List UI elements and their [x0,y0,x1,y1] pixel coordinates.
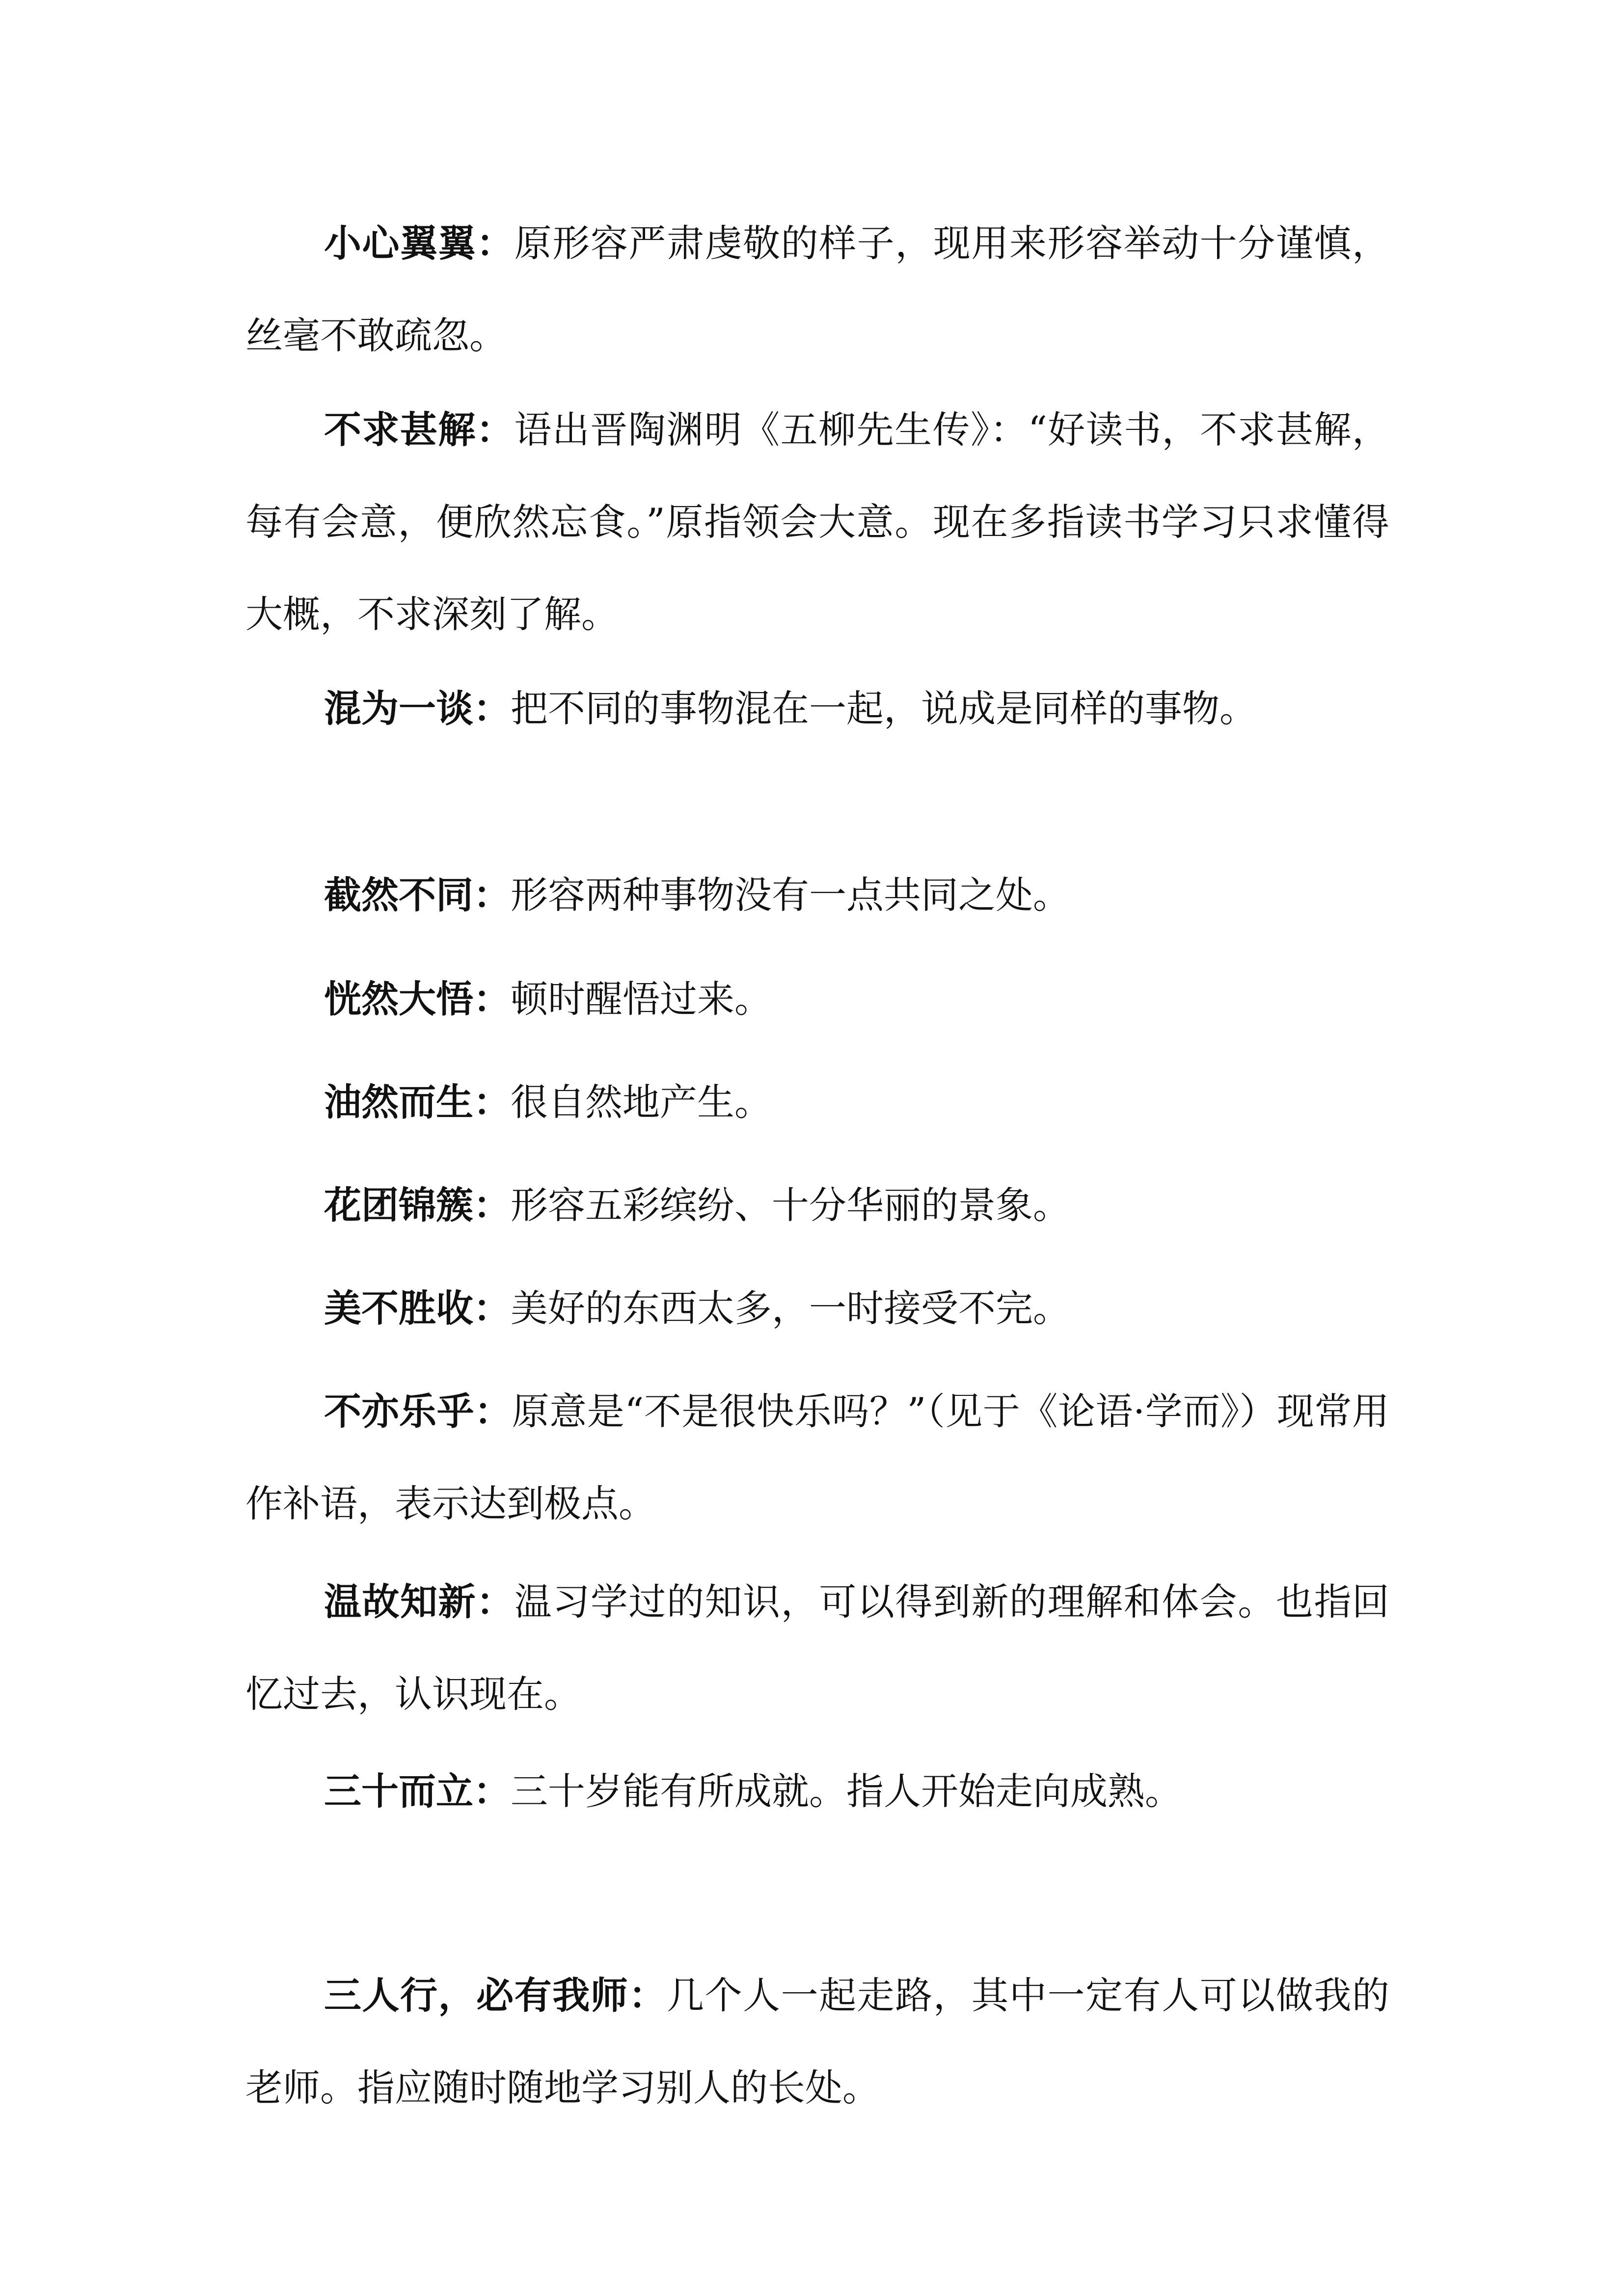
term-separator: ： [473,1286,511,1330]
idiom-term: 三人行，必有我师 [324,1974,629,2017]
idiom-entry [245,1262,1389,1355]
idiom-term: 截然不同 [324,873,473,917]
term-separator: ： [473,873,511,917]
idiom-term: 油然而生 [324,1080,473,1124]
idiom-definition: 原意是“不是很快乐吗？”（见于《论语·学而》）现常用作补语，表示达到极点。 [245,1389,1390,1525]
idiom-term: 三十而立 [324,1769,473,1813]
idiom-definition: 顿时醒悟过来。 [511,977,772,1021]
term-separator: ： [628,1974,667,2017]
term-separator: ： [474,1389,512,1433]
term-separator: ： [473,1183,511,1227]
term-separator: ： [476,408,514,452]
idiom-term: 不求甚解 [324,408,476,452]
idiom-definition: 形容五彩缤纷、十分华丽的景象。 [511,1183,1070,1227]
idiom-definition: 美好的东西太多，一时接受不完。 [511,1286,1070,1330]
idiom-entry [245,953,1389,1045]
idiom-term: 温故知新 [324,1580,477,1624]
idiom-definition: 几个人一起走路，其中一定有人可以做我的老师。指应随时随地学习别人的长处。 [245,1974,1390,2109]
idiom-term: 恍然大悟 [324,977,473,1021]
idiom-entry [245,1365,1389,1550]
idiom-entry [245,1056,1389,1148]
idiom-definition: 很自然地产生。 [511,1080,772,1124]
idiom-entry [245,849,1389,941]
term-separator: ： [473,1080,511,1124]
idiom-definition: 三十岁能有所成就。指人开始走向成熟。 [511,1769,1182,1813]
idiom-term: 小心翼翼 [324,221,477,265]
idiom-entry [245,1556,1389,1740]
term-separator: ： [473,977,511,1021]
term-separator: ： [476,221,514,265]
idiom-definition: 原形容严肃虔敬的样子，现用来形容举动十分谨慎，丝毫不敢疏忽。 [245,221,1390,357]
idiom-entry [245,1745,1389,1838]
idiom-entry [245,1159,1389,1252]
term-separator: ： [476,1580,514,1624]
idiom-definition: 温习学过的知识，可以得到新的理解和体会。也指回忆过去，认识现在。 [245,1580,1390,1716]
idiom-entry [245,663,1389,755]
idiom-term: 混为一谈 [324,687,473,730]
idiom-definition: 语出晋陶渊明《五柳先生传》：“好读书，不求甚解，每有会意，便欣然忘食。”原指领会大意。现在多指读书学习只求懂得大概，不求深刻了解。 [245,408,1390,636]
idiom-entry [245,1949,1389,2134]
idiom-entry [245,384,1389,661]
idiom-term: 花团锦簇 [324,1183,473,1227]
idiom-entry [245,197,1389,382]
idiom-definition: 形容两种事物没有一点共同之处。 [511,873,1070,917]
term-separator: ： [473,687,511,730]
idiom-term: 不亦乐乎 [324,1389,475,1433]
idiom-definition: 把不同的事物混在一起，说成是同样的事物。 [511,687,1257,730]
term-separator: ： [473,1769,511,1813]
idiom-term: 美不胜收 [324,1286,473,1330]
